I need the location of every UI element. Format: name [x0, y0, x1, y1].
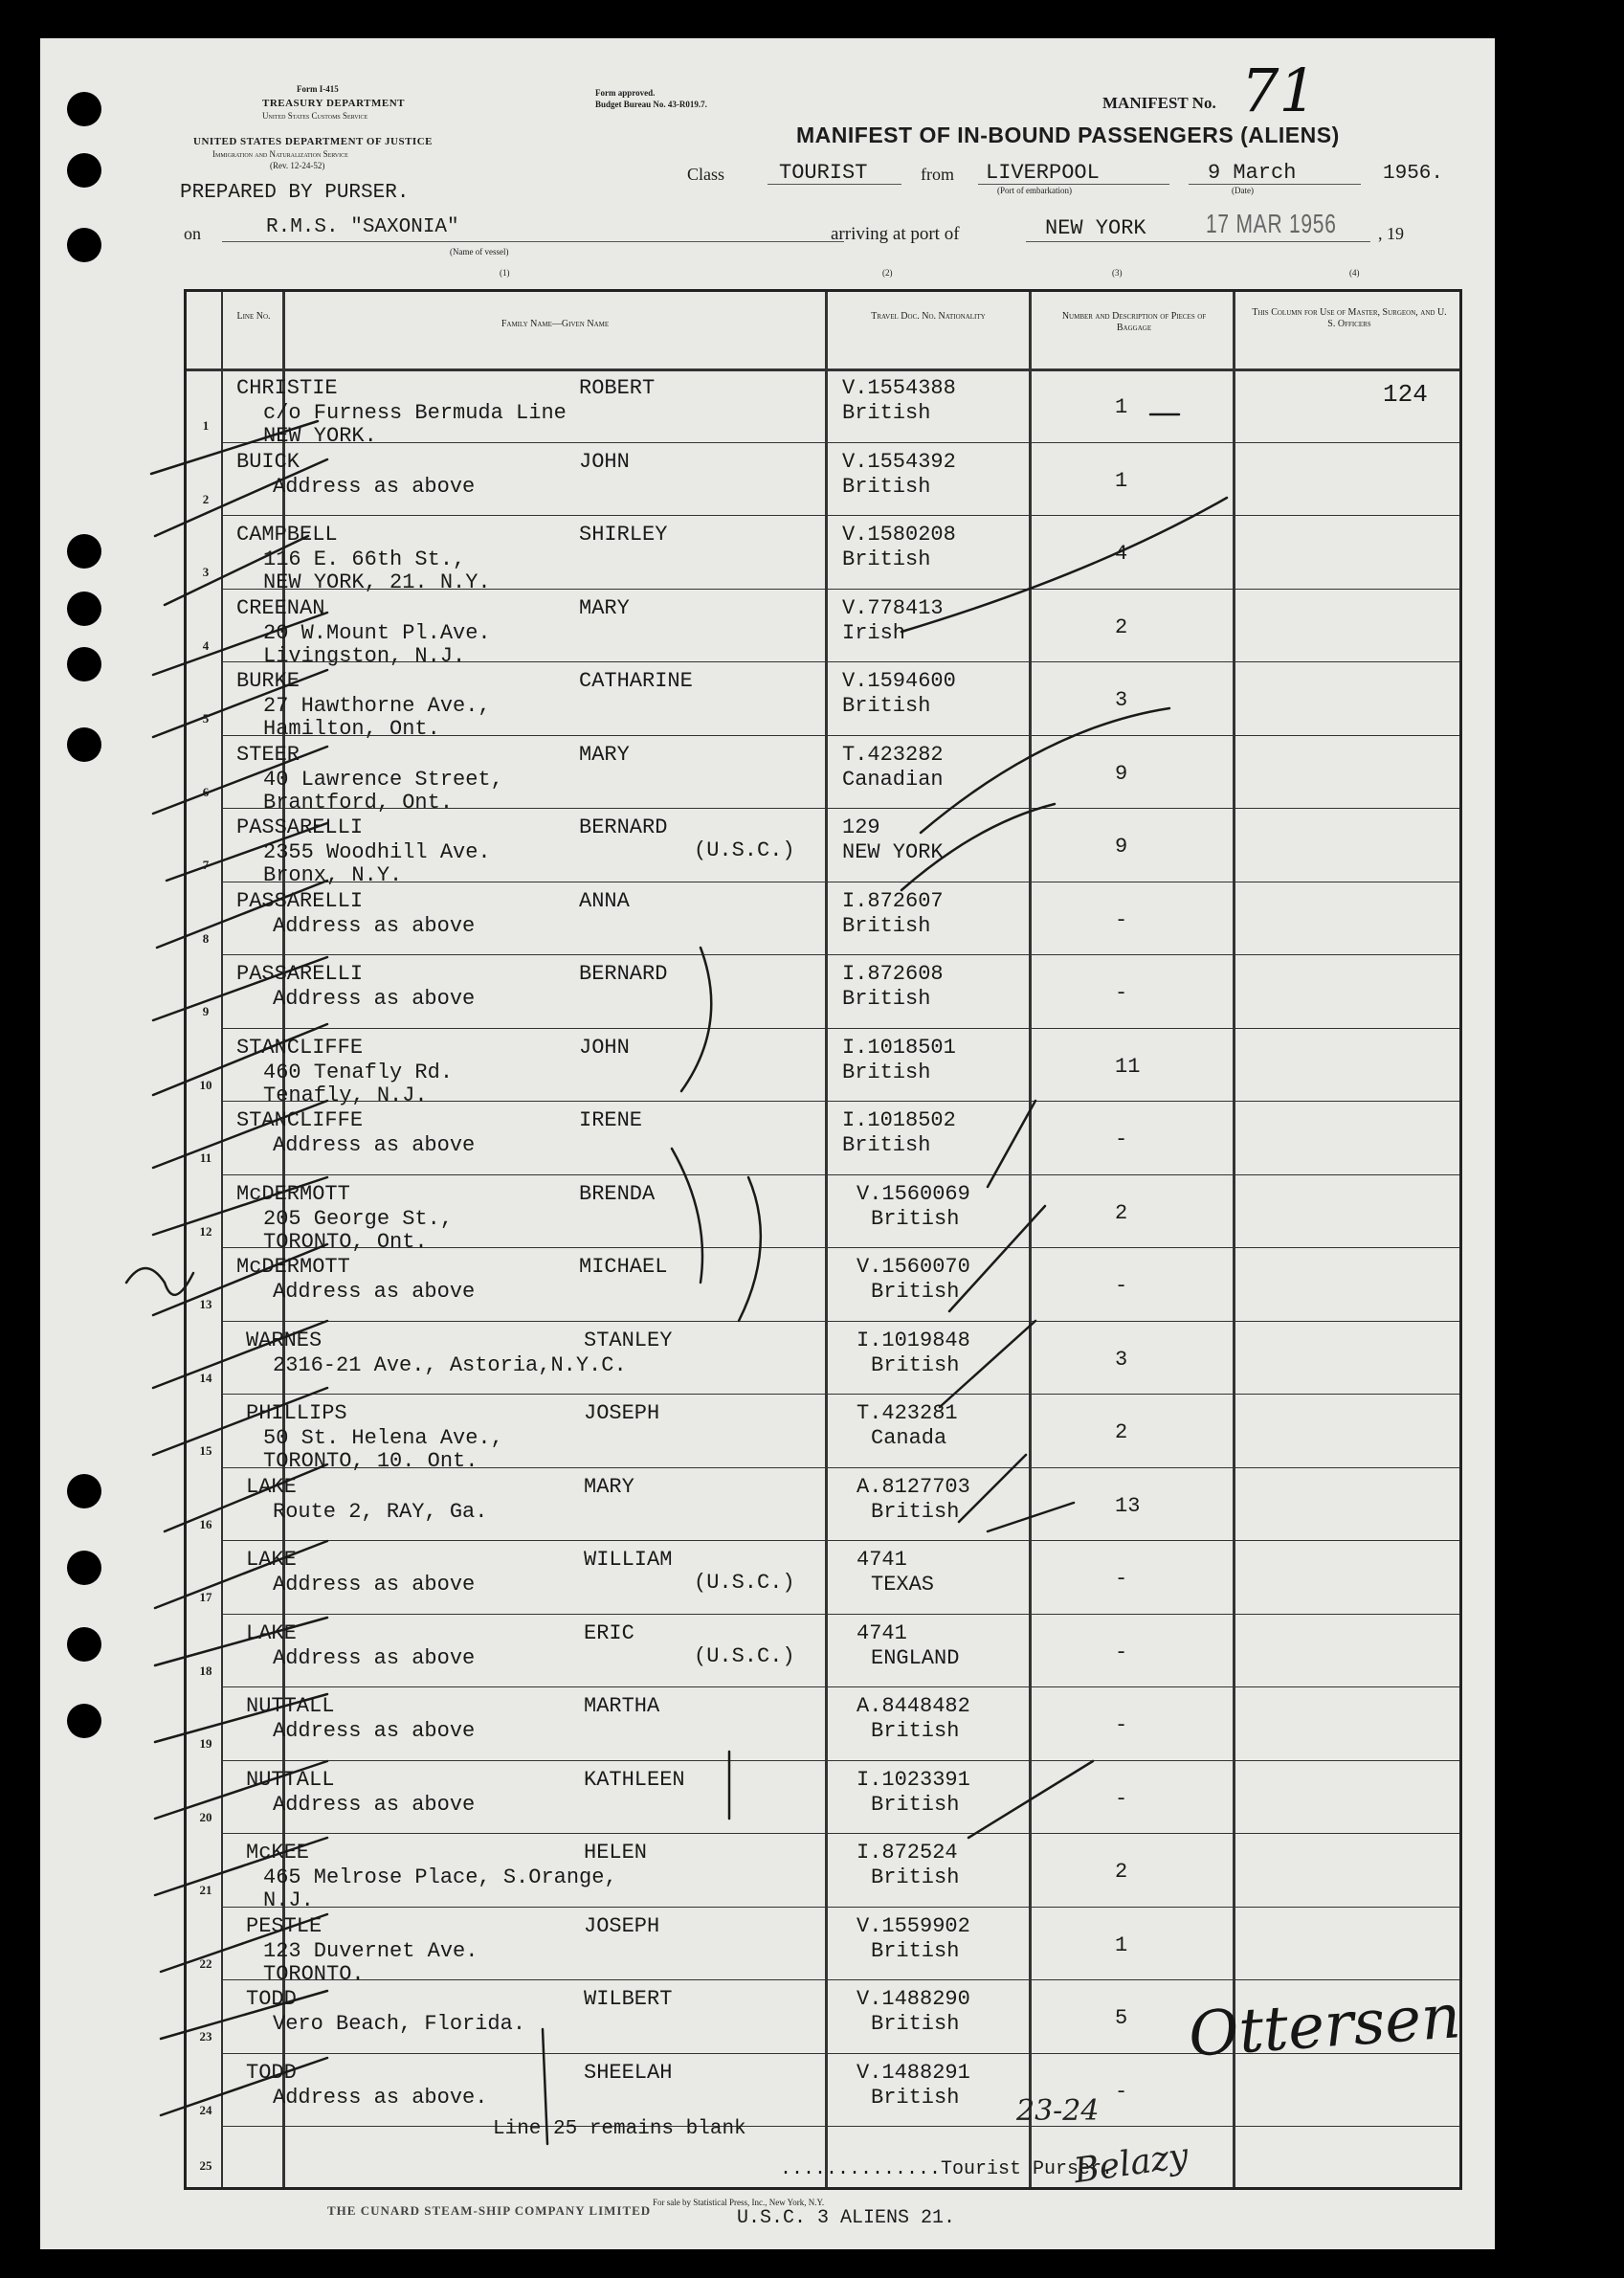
nationality: British	[842, 987, 931, 1011]
year-suffix: , 19	[1378, 224, 1404, 243]
baggage-count: -	[1115, 1567, 1128, 1591]
line-number: 19	[199, 1736, 212, 1751]
baggage-count: 2	[1115, 1860, 1128, 1884]
form-revision: (Rev. 12-24-52)	[270, 161, 325, 170]
officer-note: 124	[1383, 380, 1428, 409]
usc-note: (U.S.C.)	[694, 1643, 795, 1668]
address-line: Address as above	[273, 474, 476, 499]
baggage-count: 1	[1115, 395, 1128, 419]
address-line: 40 Lawrence Street,	[263, 767, 503, 792]
line-number: 16	[199, 1516, 212, 1531]
address-line: 460 Tenafly Rd.	[263, 1060, 454, 1084]
baggage-count: -	[1115, 2079, 1128, 2104]
line-number: 18	[199, 1663, 212, 1678]
nationality: British	[842, 1060, 931, 1084]
date-value: 9 March	[1208, 161, 1297, 185]
given-name: JOSEPH	[584, 1913, 660, 1938]
baggage-count: -	[1115, 1274, 1128, 1298]
given-name: BERNARD	[579, 815, 668, 839]
travel-doc-no: V.1580208	[842, 523, 956, 547]
given-name: MARY	[579, 595, 630, 620]
nationality: TEXAS	[871, 1573, 935, 1597]
line-number: 21	[199, 1883, 212, 1897]
manifest-page	[40, 38, 1495, 2249]
travel-doc-no: I.1019848	[856, 1328, 970, 1352]
given-name: BERNARD	[579, 962, 668, 986]
address-line: 123 Duvernet Ave.	[263, 1938, 478, 1963]
punch-hole-icon	[67, 534, 101, 569]
travel-doc-no: A.8448482	[856, 1694, 970, 1718]
address-line: 2316-21 Ave., Astoria,N.Y.C.	[273, 1352, 627, 1377]
travel-doc-no: V.1554392	[842, 449, 956, 474]
travel-doc-no: I.872608	[842, 962, 944, 986]
address-line: Hamilton, Ont.	[263, 717, 440, 741]
travel-doc-no: 129	[842, 815, 880, 839]
given-name: ROBERT	[579, 376, 656, 400]
line-number: 12	[199, 1223, 212, 1239]
nationality: British	[842, 547, 931, 571]
given-name: SHEELAH	[584, 2060, 673, 2085]
vessel-caption: (Name of vessel)	[450, 247, 509, 257]
family-name: McKEE	[246, 1841, 310, 1865]
handwritten-initials: Belazy	[1071, 2135, 1191, 2192]
punch-hole-icon	[67, 1627, 101, 1662]
justice-dept: UNITED STATES DEPARTMENT OF JUSTICE	[193, 136, 433, 147]
col-num-4: (4)	[1349, 268, 1360, 278]
family-name: CHRISTIE	[236, 376, 338, 400]
given-name: JOSEPH	[584, 1401, 660, 1425]
address-line: Livingston, N.J.	[263, 643, 466, 668]
address-line: Address as above	[273, 1792, 476, 1817]
page-title: MANIFEST OF IN-BOUND PASSENGERS (ALIENS)	[796, 123, 1340, 147]
manifest-no-value: 71	[1241, 56, 1317, 125]
ins-service: Immigration and Naturalization Service	[212, 149, 348, 159]
family-name: STANCLIFFE	[236, 1108, 364, 1132]
travel-doc-no: T.423281	[856, 1401, 958, 1425]
manifest-table	[184, 289, 1462, 2190]
line-number: 4	[202, 637, 210, 653]
address-line: Brantford, Ont.	[263, 790, 454, 815]
travel-doc-no: V.1488291	[856, 2060, 970, 2085]
baggage-count: 11	[1115, 1054, 1141, 1079]
line-number: 9	[202, 1004, 210, 1018]
baggage-count: -	[1115, 1128, 1128, 1151]
line-number: 17	[199, 1590, 212, 1604]
address-line: NEW YORK.	[263, 424, 377, 448]
nationality: British	[871, 1719, 960, 1743]
baggage-count: 4	[1115, 542, 1128, 566]
address-line: 465 Melrose Place, S.Orange,	[263, 1865, 617, 1889]
baggage-count: 1	[1115, 468, 1128, 493]
family-name: McDERMOTT	[236, 1181, 350, 1206]
punch-hole-icon	[67, 647, 101, 681]
travel-doc-no: V.1554388	[842, 376, 956, 400]
given-name: BRENDA	[579, 1181, 656, 1206]
address-line: c/o Furness Bermuda Line	[263, 401, 567, 425]
baggage-count: 9	[1115, 835, 1128, 859]
address-line: Bronx, N.Y.	[263, 863, 403, 887]
port-caption: (Port of embarkation)	[997, 186, 1072, 195]
family-name: McDERMOTT	[236, 1255, 350, 1279]
totals-line: U.S.C. 3 ALIENS 21.	[737, 2207, 956, 2229]
line25-note: Line 25 remains blank	[493, 2118, 746, 2140]
given-name: KATHLEEN	[584, 1767, 685, 1792]
punch-hole-icon	[67, 153, 101, 188]
nationality: Canada	[871, 1426, 947, 1450]
line-number: 8	[202, 930, 210, 946]
family-name: LAKE	[246, 1474, 297, 1499]
address-line: Route 2, RAY, Ga.	[273, 1499, 488, 1524]
baggage-count: 3	[1115, 1347, 1128, 1372]
from-label: from	[921, 165, 954, 184]
family-name: PESTLE	[246, 1913, 323, 1938]
line-number: 20	[199, 1809, 212, 1824]
nationality: British	[871, 1792, 960, 1817]
col-name: Family Name—Given Name	[501, 319, 610, 329]
treasury-dept: TREASURY DEPARTMENT	[262, 98, 405, 109]
family-name: TODD	[246, 2060, 297, 2085]
vessel-name: R.M.S. "SAXONIA"	[266, 216, 459, 238]
line-number: 3	[202, 565, 210, 579]
address-line: Address as above	[273, 1133, 476, 1157]
travel-doc-no: V.1560069	[856, 1181, 970, 1206]
form-number: Form I-415	[297, 84, 339, 94]
address-line: Vero Beach, Florida.	[273, 2012, 526, 2036]
punch-hole-icon	[67, 1704, 101, 1738]
nationality: Canadian	[842, 767, 944, 792]
family-name: PASSARELLI	[236, 815, 364, 839]
punch-hole-icon	[67, 92, 101, 126]
usc-note: (U.S.C.)	[694, 838, 795, 862]
family-name: LAKE	[246, 1548, 297, 1572]
travel-doc-no: V.1560070	[856, 1255, 970, 1279]
punch-hole-icon	[67, 727, 101, 762]
col-baggage: Number and Description of Pieces of Baggage	[1061, 311, 1207, 333]
line-number: 5	[202, 711, 210, 726]
travel-doc-no: I.872607	[842, 888, 944, 913]
purser-line: ..............Tourist Purser.	[780, 2158, 1114, 2180]
manifest-no-label: MANIFEST No.	[1102, 94, 1216, 112]
nationality: British	[871, 1352, 960, 1377]
given-name: MARY	[584, 1474, 634, 1499]
travel-doc-no: I.872524	[856, 1841, 958, 1865]
line-number: 11	[199, 1150, 212, 1165]
family-name: BUICK	[236, 449, 300, 474]
address-line: 50 St. Helena Ave.,	[263, 1426, 503, 1450]
family-name: NUTTALL	[246, 1767, 335, 1792]
date-caption: (Date)	[1232, 186, 1254, 195]
travel-doc-no: I.1018501	[842, 1035, 956, 1060]
line-number: 6	[202, 784, 210, 799]
given-name: ERIC	[584, 1620, 634, 1645]
address-line: Address as above	[273, 913, 476, 938]
line-number: 23	[199, 2029, 212, 2044]
family-name: NUTTALL	[246, 1694, 335, 1718]
punch-hole-icon	[67, 592, 101, 626]
address-line: Address as above	[273, 987, 476, 1011]
given-name: MICHAEL	[579, 1255, 668, 1279]
line-number: 14	[199, 1370, 212, 1385]
baggage-count: 2	[1115, 1200, 1128, 1225]
baggage-count: 2	[1115, 1420, 1128, 1444]
nationality: British	[871, 1865, 960, 1889]
nationality: Irish	[842, 620, 906, 645]
arrival-port: NEW YORK	[1045, 216, 1146, 240]
line-number: 2	[202, 491, 210, 506]
port-embarkation: LIVERPOOL	[986, 161, 1100, 185]
on-label: on	[184, 224, 201, 243]
col-line-no: Line No.	[236, 311, 271, 322]
class-label: Class	[687, 165, 725, 184]
baggage-count: 2	[1115, 614, 1128, 639]
baggage-count: -	[1115, 1713, 1128, 1737]
usc-note: (U.S.C.)	[694, 1571, 795, 1595]
address-line: TORONTO.	[263, 1961, 365, 1986]
nationality: British	[842, 694, 931, 718]
col-num-3: (3)	[1112, 268, 1123, 278]
date-stamp: 17 MAR 1956	[1206, 209, 1337, 238]
address-line: Address as above	[273, 1645, 476, 1670]
baggage-count: 3	[1115, 688, 1128, 712]
given-name: CATHARINE	[579, 669, 693, 693]
punch-hole-icon	[67, 1474, 101, 1508]
col-officers: This Column for Use of Master, Surgeon, and U. S. Officers	[1252, 307, 1447, 329]
nationality: British	[871, 1499, 960, 1524]
given-name: JOHN	[579, 449, 630, 474]
col-travel-doc: Travel Doc. No. Nationality	[871, 311, 986, 322]
given-name: WILBERT	[584, 1987, 673, 2011]
baggage-count: 1	[1115, 1932, 1128, 1957]
line-number: 13	[199, 1297, 212, 1311]
nationality: British	[871, 2085, 960, 2110]
travel-doc-no: V.1559902	[856, 1913, 970, 1938]
family-name: LAKE	[246, 1620, 297, 1645]
form-approved: Form approved.	[595, 88, 656, 98]
baggage-count: -	[1115, 1786, 1128, 1811]
given-name: HELEN	[584, 1841, 648, 1865]
family-name: PHILLIPS	[246, 1401, 347, 1425]
given-name: ANNA	[579, 888, 630, 913]
address-line: Tenafly, N.J.	[263, 1083, 428, 1107]
given-name: SHIRLEY	[579, 523, 668, 547]
given-name: MARTHA	[584, 1694, 660, 1718]
nationality: British	[842, 474, 931, 499]
nationality: NEW YORK	[842, 840, 944, 864]
line-number: 22	[199, 1955, 212, 1971]
address-line: 27 Hawthorne Ave.,	[263, 694, 491, 718]
baggage-count: 9	[1115, 761, 1128, 786]
line-number: 7	[202, 858, 210, 872]
given-name: STANLEY	[584, 1328, 673, 1352]
travel-doc-no: V.778413	[842, 595, 944, 620]
punch-hole-icon	[67, 228, 101, 262]
address-line: 20 W.Mount Pl.Ave.	[263, 620, 491, 645]
nationality: British	[871, 1280, 960, 1304]
family-name: WARNES	[246, 1328, 323, 1352]
family-name: BURKE	[236, 669, 300, 693]
address-line: N.J.	[263, 1888, 314, 1912]
nationality: British	[842, 1133, 931, 1157]
given-name: IRENE	[579, 1108, 643, 1132]
customs-service: United States Customs Service	[262, 111, 368, 121]
nationality: British	[871, 1206, 960, 1231]
arriving-label: arriving at port of	[831, 224, 960, 244]
address-line: TORONTO, 10. Ont.	[263, 1449, 478, 1473]
address-line: NEW YORK, 21. N.Y.	[263, 570, 491, 594]
col-num-1: (1)	[500, 268, 510, 278]
handwritten-number: 23-24	[1016, 2094, 1100, 2128]
col-num-2: (2)	[882, 268, 893, 278]
family-name: PASSARELLI	[236, 962, 364, 986]
baggage-count: -	[1115, 981, 1128, 1005]
address-line: 2355 Woodhill Ave.	[263, 840, 491, 864]
travel-doc-no: I.1018502	[842, 1108, 956, 1132]
line-number: 15	[199, 1443, 212, 1458]
baggage-count: 5	[1115, 2006, 1128, 2030]
baggage-count: -	[1115, 1640, 1128, 1664]
address-line: Address as above	[273, 1573, 476, 1597]
family-name: PASSARELLI	[236, 888, 364, 913]
nationality: British	[871, 1938, 960, 1963]
address-line: 116 E. 66th St.,	[263, 547, 466, 571]
baggage-count: 13	[1115, 1493, 1141, 1518]
budget-bureau: Budget Bureau No. 43-R019.7.	[595, 100, 707, 109]
nationality: British	[842, 913, 931, 938]
punch-hole-icon	[67, 1551, 101, 1585]
handwritten-signature: Ottersen	[1186, 1981, 1463, 2071]
line-number: 25	[199, 2158, 212, 2173]
given-name: JOHN	[579, 1035, 630, 1060]
address-line: 205 George St.,	[263, 1206, 454, 1231]
nationality: British	[842, 401, 931, 425]
travel-doc-no: V.1594600	[842, 669, 956, 693]
class-value: TOURIST	[779, 161, 868, 185]
family-name: STEER	[236, 742, 300, 767]
family-name: CAMPBELL	[236, 523, 338, 547]
given-name: MARY	[579, 742, 630, 767]
baggage-count: -	[1115, 907, 1128, 932]
address-line: TORONTO, Ont.	[263, 1229, 428, 1254]
line-number: 24	[199, 2102, 212, 2117]
address-line: Address as above	[273, 1719, 476, 1743]
year-value: 1956.	[1383, 163, 1444, 185]
line-number: 1	[202, 418, 210, 433]
address-line: Address as above.	[273, 2085, 488, 2110]
nationality: British	[871, 2012, 960, 2036]
family-name: CREENAN	[236, 595, 325, 620]
cunard-line: THE CUNARD STEAM-SHIP COMPANY LIMITED	[327, 2203, 652, 2218]
travel-doc-no: A.8127703	[856, 1474, 970, 1499]
address-line: Address as above	[273, 1280, 476, 1304]
travel-doc-no: 4741	[856, 1620, 907, 1645]
line-number: 10	[199, 1077, 212, 1092]
travel-doc-no: V.1488290	[856, 1987, 970, 2011]
given-name: WILLIAM	[584, 1548, 673, 1572]
travel-doc-no: 4741	[856, 1548, 907, 1572]
family-name: TODD	[246, 1987, 297, 2011]
prepared-by: PREPARED BY PURSER.	[180, 182, 410, 204]
travel-doc-no: T.423282	[842, 742, 944, 767]
travel-doc-no: I.1023391	[856, 1767, 970, 1792]
family-name: STANCLIFFE	[236, 1035, 364, 1060]
statistical-press: For sale by Statistical Press, Inc., New York, N.Y.	[653, 2198, 825, 2207]
nationality: ENGLAND	[871, 1645, 960, 1670]
